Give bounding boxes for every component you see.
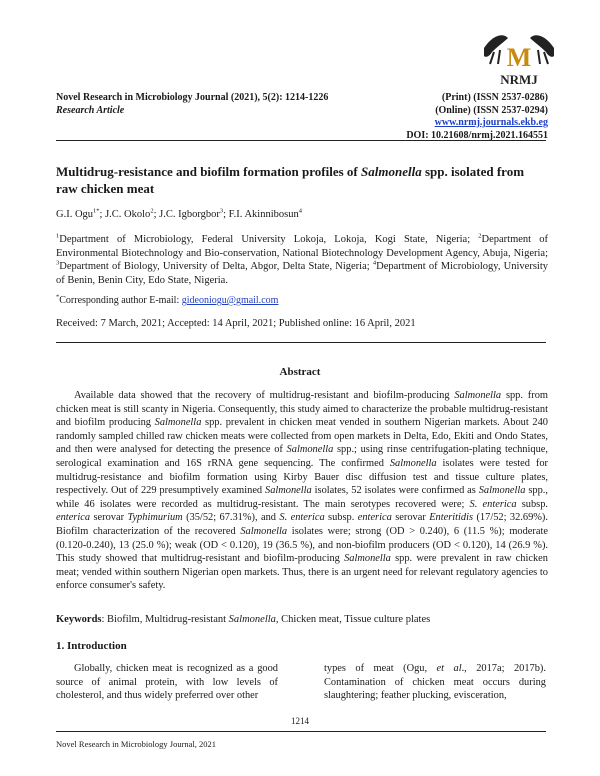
keywords: Keywords: Biofilm, Multidrug-resistant Salmonella, Chicken meat, Tissue culture plates xyxy=(56,614,431,625)
corresponding-email-link[interactable]: gideoniogu@gmail.com xyxy=(181,295,279,306)
logo-letter: M xyxy=(506,43,532,72)
introduction-left-column: Globally, chicken meat is recognized as a good source of animal protein, with low levels of cholesterol, and thus widely preferred over other xyxy=(56,663,278,702)
affiliations: $^1$Department of Microbiology, Federal University Lokoja, Lokoja, Kogi State, Nigeria; $^2$Department of Environmental Biotechnology and Bio-conservation, National Biotechnology Development Agency, Abuja, Nigeria; $^3$Department of Biology, University of Delta, Abgor, Delta State, Nigeria; $^4$Department of Microbiology, University of Benin, Benin City, Edo State, Nigeria. xyxy=(56,232,548,286)
logo-text: NRMJ xyxy=(500,72,538,87)
doi: DOI: 10.21608/nrmj.2021.164551 xyxy=(406,129,548,141)
authors: G.I. Ogu$^{1*}$; J.C. Okolo$^2$; J.C. Igborgbor$^3$; F.I. Akinnibosun$^4$ xyxy=(56,207,302,220)
introduction-right-column: types of meat (Ogu, et al., 2017a; 2017b). Contamination of chicken meat occurs during slaughtering; feather plucking, evisceration, xyxy=(324,663,546,702)
article-type: Research Article xyxy=(56,104,125,116)
header-rule xyxy=(56,140,546,141)
corresponding-author: *Corresponding author E-mail: gideoniogu@gmail.com xyxy=(56,293,279,306)
abstract-heading: Abstract xyxy=(279,366,321,378)
footer-rule xyxy=(56,731,546,732)
header-left xyxy=(56,92,328,117)
dates-rule xyxy=(56,342,546,343)
journal-logo xyxy=(478,22,560,90)
journal-citation: Novel Research in Microbiology Journal (2021), 5(2): 1214-1226 xyxy=(56,92,329,103)
publication-dates: Received: 7 March, 2021; Accepted: 14 April, 2021; Published online: 16 April, 2021 xyxy=(56,318,416,329)
page-number: 1214 xyxy=(291,716,309,726)
article-title: Multidrug-resistance and biofilm formation profiles of Salmonella spp. isolated from raw chicken meat xyxy=(56,164,525,196)
issn-print: (Print) (ISSN 2537-0286) xyxy=(441,92,548,103)
header-right xyxy=(372,92,548,142)
footer-text: Novel Research in Microbiology Journal, 2021 xyxy=(56,739,217,749)
issn-online: (Online) (ISSN 2537-0294) xyxy=(435,104,548,116)
abstract-body: Available data showed that the recovery of multidrug-resistant and biofilm-producing Salmonella spp. from chicken meat is still scanty in Nigeria. Consequently, this study aimed to characterize the probable multidrug-resistant and biofilm producing Salmonella spp. prevalent in chicken meat vended in southern Nigerian markets. About 240 randomly sampled chilled raw chicken meats were collected from open markets in Delta, Edo, Ekiti and Ondo States, and then were analysed for detecting the presence of Salmonella spp.; using rinse centrifugation-plating technique, serological examination and 16S rRNA gene sequencing. The confirmed Salmonella isolates were tested for multidrug-resistance and biofilm formation using Kirby Bauer disc diffusion test and tissue culture plates, respectively. Out of 229 presumptively examined Salmonella isolates, 52 isolates were confirmed as Salmonella spp., while 46 isolates were recorded as multidrug-resistant. The main serotypes recovered were; S. enterica subsp. enterica serovar Typhimurium (35/52; 67.31%), and S. enterica subsp. enterica serovar Enteritidis (17/52; 32.69%). Biofilm characterization of the recovered Salmonella isolates were; strong (OD > 0.240), 6 (11.5 %); moderate (0.120-0.240), 13 (25.0 %); weak (OD < 0.120), 19 (36.5 %), and non-biofilm producers (OD < 0.120), 14 (26.9 %). This study showed that multidrug-resistant and biofilm-producing Salmonella spp. were prevalent in raw chicken meat; vended within southern Nigerian open markets. Thus, there is an urgent need for relevant regulatory agencies to enforce consumer's safety. xyxy=(56,390,549,592)
journal-website-link[interactable]: www.nrmj.journals.ekb.eg xyxy=(434,117,548,128)
introduction-heading: 1. Introduction xyxy=(56,640,127,652)
